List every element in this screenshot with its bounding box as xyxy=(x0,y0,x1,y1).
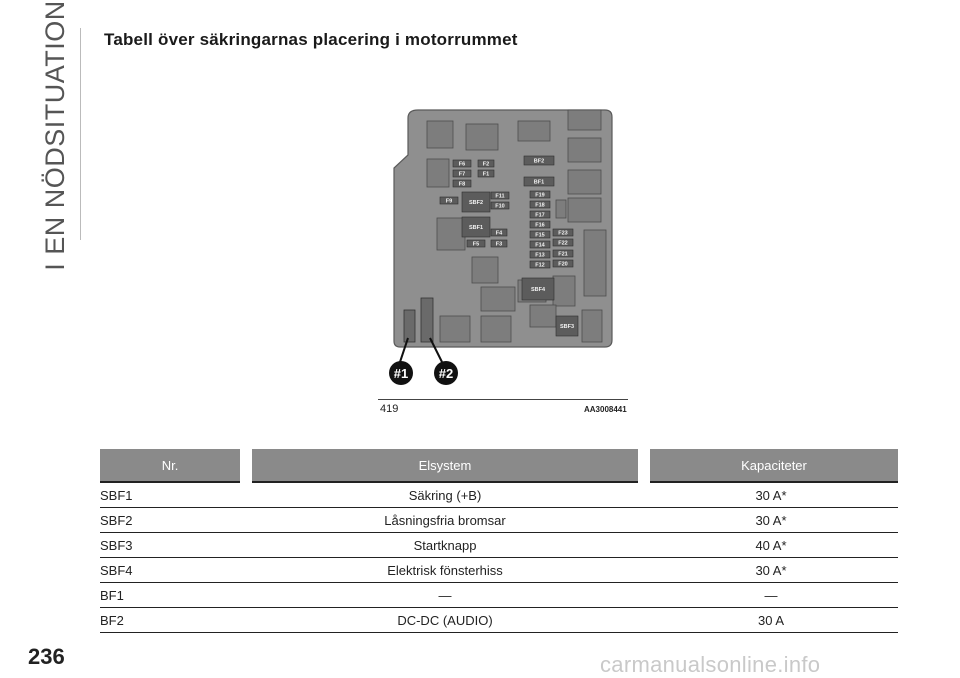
callout-2-label: #2 xyxy=(438,366,454,381)
header-elsystem: Elsystem xyxy=(246,449,644,482)
header-nr: Nr. xyxy=(100,449,246,482)
cell-kapacitet: 40 A* xyxy=(644,533,898,558)
callout-1-label: #1 xyxy=(393,366,409,381)
cell-elsystem: Startknapp xyxy=(246,533,644,558)
table-row xyxy=(100,608,898,633)
cell-nr: SBF2 xyxy=(100,508,246,533)
section-title: I EN NÖDSITUATION xyxy=(39,0,70,271)
slot xyxy=(556,200,566,218)
label-f18: F18 xyxy=(535,202,545,209)
label-f4: F4 xyxy=(495,230,503,237)
label-f3: F3 xyxy=(495,241,503,248)
fuse-table xyxy=(100,449,898,633)
page-number: 236 xyxy=(28,644,65,669)
cell-nr: BF2 xyxy=(100,608,246,633)
cell-kapacitet: — xyxy=(644,583,898,608)
slot xyxy=(481,316,511,342)
label-f11: F11 xyxy=(495,193,505,200)
cell-kapacitet: 30 A xyxy=(644,608,898,633)
cell-elsystem: Säkring (+B) xyxy=(246,482,644,508)
cell-elsystem: DC-DC (AUDIO) xyxy=(246,608,644,633)
label-f5: F5 xyxy=(472,241,480,248)
fuse-box-diagram xyxy=(370,100,640,420)
label-f16: F16 xyxy=(535,222,545,229)
label-f23: F23 xyxy=(558,230,568,237)
table-row xyxy=(100,583,898,608)
table-header-row xyxy=(100,449,898,482)
header-kapaciteter: Kapaciteter xyxy=(644,449,898,482)
cell-kapacitet: 30 A* xyxy=(644,508,898,533)
cell-elsystem: Låsningsfria bromsar xyxy=(246,508,644,533)
label-f22: F22 xyxy=(558,240,568,247)
fuse-1 xyxy=(404,310,415,342)
slot xyxy=(427,121,453,148)
cell-elsystem: — xyxy=(246,583,644,608)
cell-kapacitet: 30 A* xyxy=(644,558,898,583)
slot xyxy=(568,170,601,194)
label-f1: F1 xyxy=(482,171,490,178)
cell-nr: SBF4 xyxy=(100,558,246,583)
slot xyxy=(553,276,575,306)
label-f21: F21 xyxy=(558,251,568,258)
cell-elsystem: Elektrisk fönsterhiss xyxy=(246,558,644,583)
label-f12: F12 xyxy=(535,262,545,269)
slot xyxy=(472,257,498,283)
label-sbf1: SBF1 xyxy=(468,225,484,231)
cell-nr: BF1 xyxy=(100,583,246,608)
page-heading: Tabell över säkringarnas placering i motorrummet xyxy=(104,30,518,49)
label-f2: F2 xyxy=(482,161,490,168)
label-sbf4: SBF4 xyxy=(530,287,546,293)
label-bf1: BF1 xyxy=(533,179,545,186)
table-row xyxy=(100,508,898,533)
label-f7: F7 xyxy=(458,171,466,178)
slot xyxy=(568,138,601,162)
figure-rule xyxy=(378,399,628,400)
slot xyxy=(440,316,470,342)
slot xyxy=(481,287,515,311)
table-row xyxy=(100,533,898,558)
label-f20: F20 xyxy=(558,261,568,268)
label-sbf2: SBF2 xyxy=(468,200,484,206)
slot xyxy=(466,124,498,150)
cell-nr: SBF3 xyxy=(100,533,246,558)
slot xyxy=(582,310,602,342)
cell-kapacitet: 30 A* xyxy=(644,482,898,508)
table-row xyxy=(100,558,898,583)
slot xyxy=(437,218,465,250)
label-f19: F19 xyxy=(535,192,545,199)
fuse-2 xyxy=(421,298,433,342)
label-f17: F17 xyxy=(535,212,545,219)
label-sbf3: SBF3 xyxy=(559,324,575,330)
slot xyxy=(530,305,556,327)
slot xyxy=(584,230,606,296)
label-f13: F13 xyxy=(535,252,545,259)
label-f10: F10 xyxy=(495,203,505,210)
slot xyxy=(518,121,550,141)
label-f14: F14 xyxy=(535,242,545,249)
label-f8: F8 xyxy=(458,181,466,188)
figure-number: 419 xyxy=(380,403,399,415)
label-f9: F9 xyxy=(445,198,453,205)
figure-code: AA3008441 xyxy=(584,405,627,414)
slot xyxy=(568,110,601,130)
cell-nr: SBF1 xyxy=(100,482,246,508)
label-f6: F6 xyxy=(458,161,466,168)
label-bf2: BF2 xyxy=(533,158,545,165)
section-divider xyxy=(80,28,81,240)
label-f15: F15 xyxy=(535,232,545,239)
watermark: carmanualsonline.info xyxy=(600,652,821,677)
table-row xyxy=(100,482,898,508)
slot xyxy=(568,198,601,222)
slot xyxy=(427,159,449,187)
